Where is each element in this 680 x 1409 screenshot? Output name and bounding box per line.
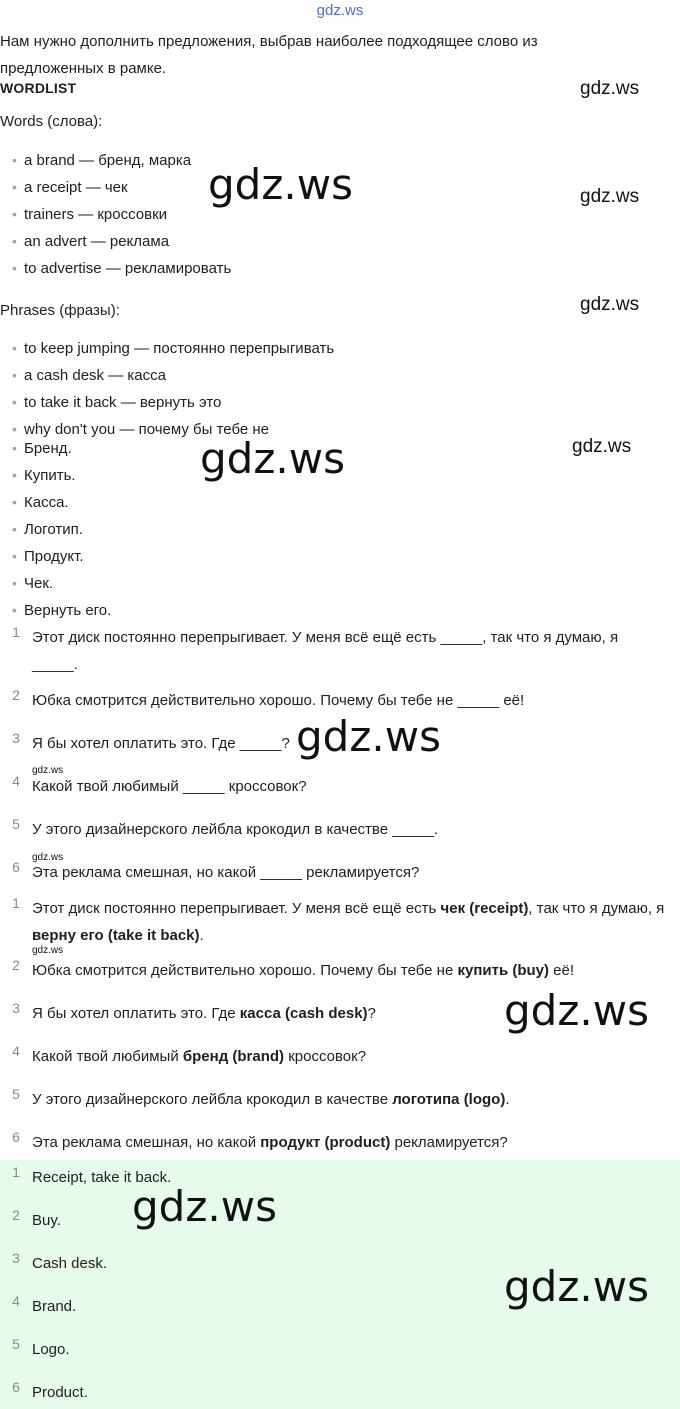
list-item: • to keep jumping — постоянно перепрыгивать	[0, 335, 12, 362]
watermark: gdz.ws	[32, 765, 64, 776]
list-item: • why don't you — почему бы тебе не	[0, 416, 12, 443]
answer-text: Logo.	[32, 1341, 70, 1358]
watermark: gdz.ws	[32, 945, 64, 956]
bullet-icon: •	[12, 233, 17, 249]
list-item: • a cash desk — касса	[0, 362, 12, 389]
solution-number: 3	[12, 1000, 20, 1016]
list-item: • to take it back — вернуть это	[0, 389, 12, 416]
solution-number: 2	[12, 957, 20, 973]
bullet-icon: •	[12, 521, 17, 537]
list-item: • a brand — бренд, марка	[0, 147, 12, 174]
words-label: Words (слова):	[0, 113, 103, 130]
list-item: • Купить.	[0, 462, 12, 489]
bullet-icon: •	[12, 206, 17, 222]
task-text: Этот диск постоянно перепрыгивает. У меня всё ещё есть _____, так что я думаю, я _____.	[32, 629, 619, 673]
task-number: 2	[12, 687, 20, 703]
list-item: • a receipt — чек	[0, 174, 12, 201]
task-item	[0, 624, 680, 678]
list-item: • Чек.	[0, 570, 12, 597]
answer-text: Cash desk.	[32, 1255, 108, 1272]
bullet-icon: •	[12, 179, 17, 195]
solution-item	[0, 895, 680, 949]
watermark: gdz.ws	[580, 78, 640, 99]
answer-number: 1	[12, 1164, 20, 1180]
watermark: gdz.ws	[208, 160, 353, 209]
bullet-icon: •	[12, 260, 17, 276]
solution-text: Я бы хотел оплатить это. Где касса (cash desk)?	[32, 1005, 376, 1022]
watermark: gdz.ws	[580, 186, 640, 207]
task-number: 1	[12, 624, 20, 640]
list-item: • to advertise — рекламировать	[0, 255, 12, 282]
bullet-icon: •	[12, 494, 17, 510]
bullet-icon: •	[12, 152, 17, 168]
watermark: gdz.ws	[132, 1182, 277, 1231]
solution-number: 6	[12, 1129, 20, 1145]
task-number: 4	[12, 773, 20, 789]
watermark: gdz.ws	[296, 712, 441, 761]
bullet-icon: •	[12, 367, 17, 383]
answer-number: 2	[12, 1207, 20, 1223]
solution-number: 1	[12, 895, 20, 911]
solution-text: У этого дизайнерского лейбла крокодил в качестве логотипа (logo).	[32, 1091, 510, 1108]
solution-number: 5	[12, 1086, 20, 1102]
answer-number: 3	[12, 1250, 20, 1266]
task-text: Эта реклама смешная, но какой _____ рекламируется?	[32, 864, 420, 881]
list-item: • an advert — реклама	[0, 228, 12, 255]
intro-text: Нам нужно дополнить предложения, выбрав наиболее подходящее слово из предложенных в рамке.	[0, 33, 538, 77]
answer-text: Buy.	[32, 1212, 61, 1229]
answer-text: Receipt, take it back.	[32, 1169, 172, 1186]
task-text: У этого дизайнерского лейбла крокодил в качестве _____.	[32, 821, 439, 838]
bullet-icon: •	[12, 467, 17, 483]
task-number: 5	[12, 816, 20, 832]
watermark: gdz.ws	[572, 436, 632, 457]
bullet-icon: •	[12, 340, 17, 356]
answer-number: 5	[12, 1336, 20, 1352]
list-item: • Продукт.	[0, 543, 12, 570]
list-item: • Вернуть его.	[0, 597, 12, 624]
bullet-icon: •	[12, 575, 17, 591]
solution-text: Юбка смотрится действительно хорошо. Почему бы тебе не купить (buy) её!	[32, 962, 575, 979]
watermark: gdz.ws	[504, 1262, 649, 1311]
task-text: Юбка смотрится действительно хорошо. Почему бы тебе не _____ её!	[32, 692, 525, 709]
phrases-label: Phrases (фразы):	[0, 302, 120, 319]
watermark: gdz.ws	[200, 434, 345, 483]
watermark: gdz.ws	[32, 852, 64, 863]
task-number: 6	[12, 859, 20, 875]
solution-number: 4	[12, 1043, 20, 1059]
watermark: gdz.ws	[504, 986, 649, 1035]
solution-text: Этот диск постоянно перепрыгивает. У меня всё ещё есть чек (receipt), так что я думаю, я верну его (take it back).	[32, 900, 665, 944]
task-text: Я бы хотел оплатить это. Где _____?	[32, 735, 290, 752]
wordlist-heading: WORDLIST	[0, 80, 77, 96]
task-number: 3	[12, 730, 20, 746]
answer-text: Brand.	[32, 1298, 77, 1315]
bullet-icon: •	[12, 548, 17, 564]
list-item: • Бренд.	[0, 435, 12, 462]
top-link[interactable]: gdz.ws	[316, 2, 364, 19]
answer-text: Product.	[32, 1384, 88, 1401]
bullet-icon: •	[12, 394, 17, 410]
list-item: • Логотип.	[0, 516, 12, 543]
bullet-icon: •	[12, 421, 17, 437]
solution-text: Эта реклама смешная, но какой продукт (product) рекламируется?	[32, 1134, 508, 1151]
answer-number: 6	[12, 1379, 20, 1395]
list-item: • Касса.	[0, 489, 12, 516]
watermark: gdz.ws	[580, 294, 640, 315]
task-text: Какой твой любимый _____ кроссовок?	[32, 778, 307, 795]
list-item: • trainers — кроссовки	[0, 201, 12, 228]
solution-text: Какой твой любимый бренд (brand) кроссовок?	[32, 1048, 367, 1065]
answer-number: 4	[12, 1293, 20, 1309]
bullet-icon: •	[12, 602, 17, 618]
bullet-icon: •	[12, 440, 17, 456]
